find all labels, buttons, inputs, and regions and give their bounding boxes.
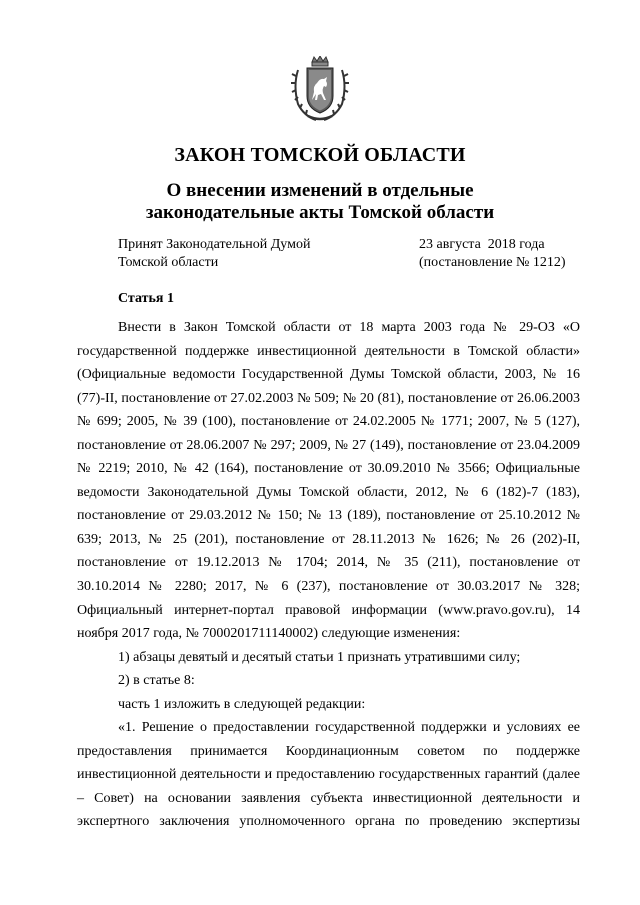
article-paragraph-part-1: часть 1 изложить в следующей редакции: <box>118 696 366 712</box>
article-heading: Статья 1 <box>118 291 174 306</box>
article-paragraph-item-2: 2) в статье 8: <box>118 673 195 689</box>
law-subtitle <box>0 180 640 224</box>
adopting-body-line-2: Томской области <box>118 255 219 270</box>
article-body <box>77 316 580 834</box>
adoption-resolution: (постановление № 1212) <box>419 255 566 270</box>
article-paragraph-new-text: «1. Решение о предоставлении государственной поддержки и условиях ее предоставления принимается Координационным советом по поддержке инвестиционной деятельности и предоставлению государственных гарантий (далее – Совет) на основании заявления субъекта инвестиционной деятельности и экспертного заключения уполномоченного органа по проведению экспертизы <box>77 720 580 830</box>
article-paragraph-item-1: 1) абзацы девятый и десятый статьи 1 признать утратившими силу; <box>118 649 521 665</box>
adoption-details <box>419 236 566 272</box>
coat-of-arms-emblem <box>290 56 350 124</box>
adopting-body <box>118 236 310 272</box>
law-title: ЗАКОН ТОМСКОЙ ОБЛАСТИ <box>174 144 466 166</box>
article-paragraph-amendment: Внести в Закон Томской области от 18 марта 2003 года № 29-ОЗ «О государственной поддержке инвестиционной деятельности в Томской области» (Официальные ведомости Государственной Думы Томской области, 2003, № 16 (77)-II, постановление от 27.02.2003 № 509; № 20 (81), постановление от 26.06.2003 № 699; 2005, № 39 (100), постановление от 24.02.2005 № 1771; 2007, № 5 (127), постановление от 28.06.2007 № 297; 2009, № 27 (149), постановление от 23.04.2009 № 2219; 2010, № 42 (164), постановление от 30.09.2010 № 3566; Официальные ведомости Законодательной Думы Томской области, 2012, № 6 (182)-7 (183), постановление от 29.03.2012 № 150; № 13 (189), постановление от 25.10.2012 № 639; 2013, № 25 (201), постановление от 28.11.2013 № 1626; № 26 (202)-II, постановление от 19.12.2013 № 1704; 2014, № 35 (211), постановление от 30.10.2014 № 2280; 2017, № 6 (237), постановление от 30.03.2017 № 328; Официальный интернет-портал правовой информации (www.pravo.gov.ru), 14 ноября 2017 года, № 7000201711140002) следующие изменения: <box>77 320 580 642</box>
law-subtitle-line-2: законодательные акты Томской области <box>145 202 495 223</box>
adopting-body-line-1: Принят Законодательной Думой <box>118 237 311 252</box>
law-subtitle-line-1: О внесении изменений в отдельные <box>166 180 474 201</box>
adoption-date: 23 августа 2018 года <box>419 237 545 252</box>
